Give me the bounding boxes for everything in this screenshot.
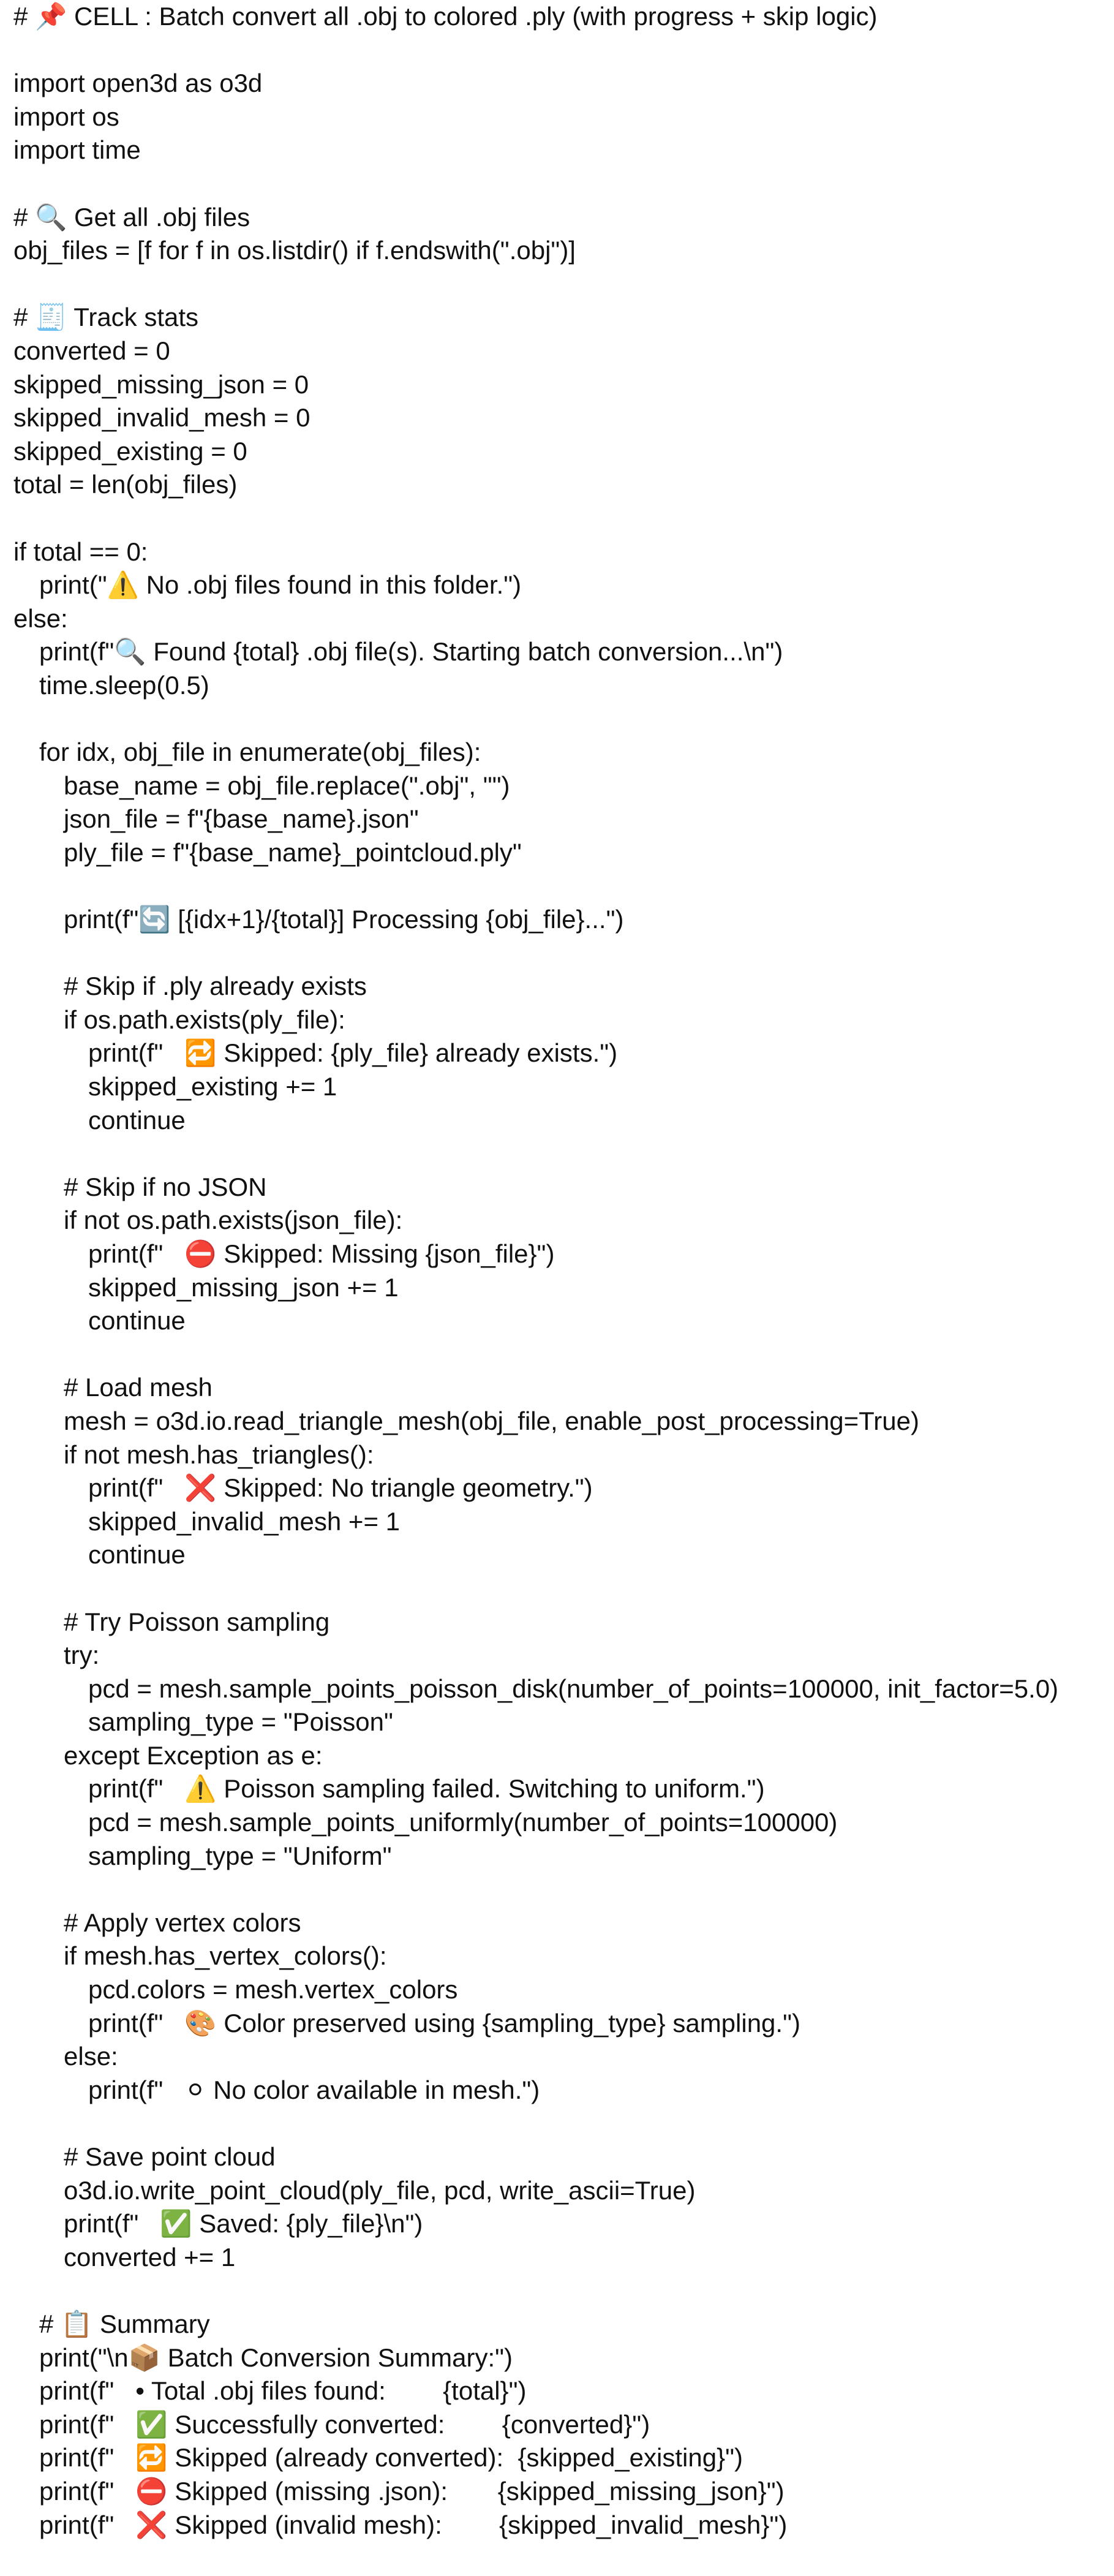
code-line: skipped_invalid_mesh = 0 — [13, 403, 310, 432]
blank-line — [13, 502, 1110, 535]
code-line: print(f" ❌ Skipped (invalid mesh): {skipped_invalid_mesh}") — [39, 2510, 788, 2539]
code-line: try: — [64, 1641, 100, 1670]
code-line: print(f" • Total .obj files found: {total}") — [39, 2376, 527, 2406]
code-line: import open3d as o3d — [13, 69, 263, 98]
code-line: continue — [88, 1540, 186, 1569]
code-line: # Load mesh — [64, 1373, 213, 1402]
code-line: # 🔍 Get all .obj files — [13, 202, 250, 232]
code-line: json_file = f"{base_name}.json" — [64, 804, 419, 834]
blank-line — [13, 937, 1110, 970]
code-line: skipped_existing += 1 — [88, 1072, 337, 1101]
code-line: o3d.io.write_point_cloud(ply_file, pcd, write_ascii=True) — [64, 2175, 696, 2205]
code-line: print(f" 🎨 Color preserved using {sampling_type} sampling.") — [88, 2008, 800, 2038]
code-line: continue — [88, 1306, 186, 1335]
code-line: # Try Poisson sampling — [64, 1607, 330, 1636]
code-line: except Exception as e: — [64, 1740, 323, 1770]
code-line: if not mesh.has_triangles(): — [64, 1440, 374, 1469]
code-line: base_name = obj_file.replace(".obj", "") — [64, 771, 510, 800]
code-line: if os.path.exists(ply_file): — [64, 1005, 345, 1034]
code-line: import time — [13, 135, 141, 165]
code-line: for idx, obj_file in enumerate(obj_files): — [39, 738, 481, 767]
code-line: if not os.path.exists(json_file): — [64, 1206, 403, 1235]
code-line: print(f" ⚪ No color available in mesh.") — [88, 2075, 540, 2104]
code-line: if mesh.has_vertex_colors(): — [64, 1941, 387, 1971]
code-line: if total == 0: — [13, 537, 148, 566]
code-line: print(f" ⛔ Skipped (missing .json): {skipped_missing_json}") — [39, 2476, 785, 2506]
code-line: print(f"🔄 [{idx+1}/{total}] Processing {obj_file}...") — [64, 905, 624, 934]
code-line: time.sleep(0.5) — [39, 670, 209, 700]
code-line: pcd = mesh.sample_points_poisson_disk(number_of_points=100000, init_factor=5.0) — [88, 1674, 1059, 1703]
code-line: mesh = o3d.io.read_triangle_mesh(obj_file, enable_post_processing=True) — [64, 1406, 919, 1435]
code-line: continue — [88, 1105, 186, 1135]
blank-line — [13, 702, 1110, 736]
code-block — [13, 0, 1110, 2542]
code-line: else: — [13, 603, 68, 633]
blank-line — [13, 1338, 1110, 1372]
blank-line — [13, 167, 1110, 201]
blank-line — [13, 869, 1110, 903]
code-line: sampling_type = "Uniform" — [88, 1841, 392, 1870]
blank-line — [13, 34, 1110, 67]
code-line: ply_file = f"{base_name}_pointcloud.ply" — [64, 837, 522, 867]
code-line: else: — [64, 2042, 118, 2071]
code-line: import os — [13, 102, 119, 131]
code-line: # 🧾 Track stats — [13, 303, 199, 332]
code-line: # Save point cloud — [64, 2142, 276, 2171]
blank-line — [13, 2274, 1110, 2308]
code-line: sampling_type = "Poisson" — [88, 1707, 393, 1737]
code-line: print(f" ⛔ Skipped: Missing {json_file}") — [88, 1239, 555, 1268]
code-line: pcd.colors = mesh.vertex_colors — [88, 1975, 458, 2004]
code-line: # 📌 CELL : Batch convert all .obj to colored .ply (with progress + skip logic) — [13, 2, 878, 31]
code-line: print(f" 🔁 Skipped (already converted): {skipped_existing}") — [39, 2443, 743, 2472]
code-line: converted += 1 — [64, 2242, 236, 2272]
code-line: skipped_invalid_mesh += 1 — [88, 1506, 401, 1536]
code-line: obj_files = [f for f in os.listdir() if f.endswith(".obj")] — [13, 236, 576, 265]
code-line: print(f" ✅ Successfully converted: {converted}") — [39, 2409, 650, 2439]
code-line: print("\n📦 Batch Conversion Summary:") — [39, 2343, 513, 2372]
blank-line — [13, 1873, 1110, 1906]
blank-line — [13, 1572, 1110, 1606]
code-line: skipped_missing_json += 1 — [88, 1272, 399, 1302]
code-line: # Apply vertex colors — [64, 1908, 301, 1937]
code-line: pcd = mesh.sample_points_uniformly(number_of_points=100000) — [88, 1808, 838, 1837]
code-line: print(f" ✅ Saved: {ply_file}\n") — [64, 2209, 423, 2238]
code-line: print(f" ⚠️ Poisson sampling failed. Switching to uniform.") — [88, 1774, 765, 1804]
code-line: skipped_missing_json = 0 — [13, 369, 309, 399]
code-line: total = len(obj_files) — [13, 470, 238, 499]
code-line: print(f" ❌ Skipped: No triangle geometry.") — [88, 1473, 593, 1503]
code-line: skipped_existing = 0 — [13, 436, 247, 466]
code-line: # 📋 Summary — [39, 2309, 210, 2338]
code-line: # Skip if no JSON — [64, 1172, 267, 1201]
code-line: converted = 0 — [13, 336, 170, 365]
blank-line — [13, 1137, 1110, 1171]
code-line: # Skip if .ply already exists — [64, 972, 367, 1001]
code-line: print(f" 🔁 Skipped: {ply_file} already exists.") — [88, 1038, 618, 1068]
code-line: print(f"🔍 Found {total} .obj file(s). Starting batch conversion...\n") — [39, 637, 783, 667]
code-line: print("⚠️ No .obj files found in this folder.") — [39, 570, 522, 600]
blank-line — [13, 2107, 1110, 2140]
blank-line — [13, 268, 1110, 301]
